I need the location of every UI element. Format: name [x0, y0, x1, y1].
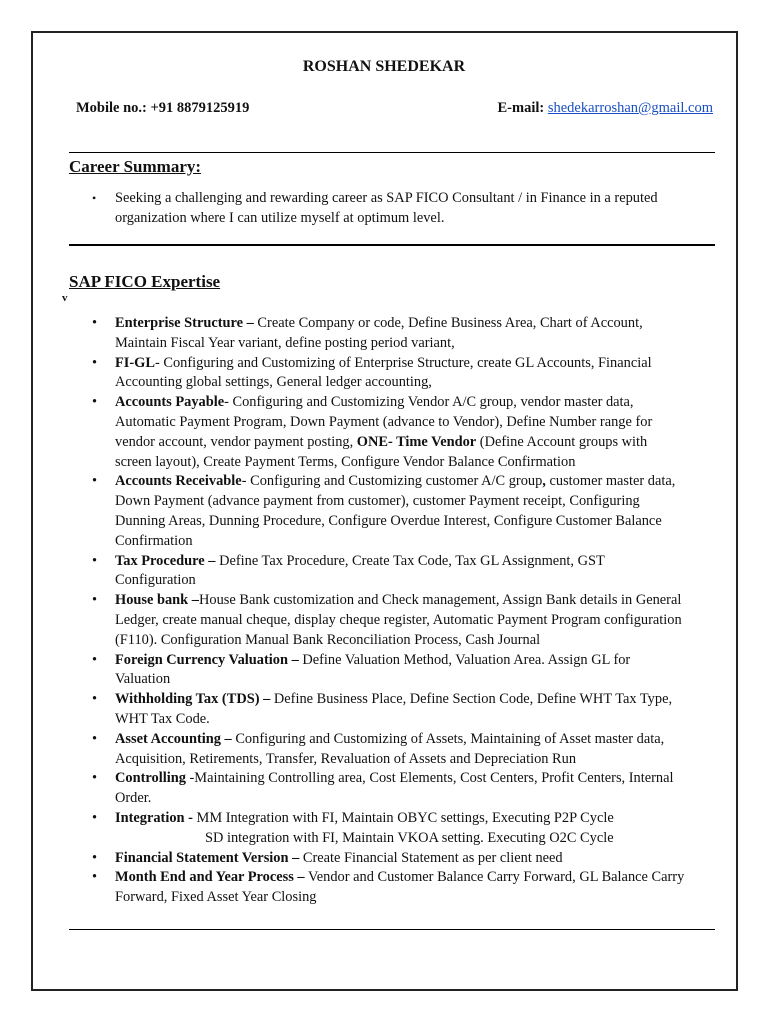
item-key: Accounts Payable	[115, 394, 225, 411]
bullet: •	[92, 651, 98, 668]
item-text: Acquisition, Retirements, Transfer, Revaluation of Assets and Depreciation Run	[115, 750, 577, 767]
email-label: E-mail:	[497, 100, 545, 116]
item-key: Controlling	[115, 770, 186, 787]
summary-line: organization where I can utilize myself at optimum level.	[115, 210, 445, 226]
list-item	[92, 809, 722, 849]
candidate-name: ROSHAN SHEDEKAR	[302, 58, 466, 75]
item-text: Down Payment (advance payment from customer), customer Payment receipt, Configuring	[115, 493, 640, 510]
list-item	[92, 472, 722, 551]
list-item	[92, 651, 722, 691]
item-text: WHT Tax Code.	[115, 710, 210, 727]
item-key: Asset Accounting –	[115, 730, 232, 747]
item-key: Foreign Currency Valuation –	[115, 651, 299, 668]
list-item	[92, 393, 722, 472]
divider-bottom	[69, 929, 715, 930]
list-item	[92, 769, 722, 809]
career-summary-heading: Career Summary:	[69, 157, 202, 176]
list-item	[92, 690, 722, 730]
divider-mid	[69, 244, 715, 246]
item-text: Ledger, create manual cheque, display cheque register, Automatic Payment Program configuration	[115, 611, 682, 628]
item-text: Vendor and Customer Balance Carry Forward, GL Balance Carry	[304, 869, 685, 886]
item-text: Confirmation	[115, 532, 193, 549]
item-text: (Define Account groups with	[476, 433, 648, 450]
bullet: •	[92, 592, 98, 609]
mobile-number: Mobile no.: +91 8879125919	[76, 100, 250, 116]
item-text: SD integration with FI, Maintain VKOA setting. Executing O2C Cycle	[205, 829, 614, 846]
item-text: customer master data,	[545, 473, 676, 490]
item-key: House bank –	[115, 592, 199, 609]
item-text: - Configuring and Customizing of Enterprise Structure, create GL Accounts, Financial	[154, 354, 652, 371]
item-key: Tax Procedure –	[115, 552, 216, 569]
list-item	[92, 868, 722, 908]
item-text: Create Company or code, Define Business Area, Chart of Account,	[253, 315, 643, 331]
expertise-list	[92, 314, 722, 908]
item-text: (F110). Configuration Manual Bank Reconciliation Process, Cash Journal	[115, 631, 541, 648]
item-text: Configuration	[115, 572, 196, 589]
item-text: House Bank customization and Check management, Assign Bank details in General	[198, 592, 682, 609]
item-comma: ,	[542, 473, 546, 490]
bullet: •	[92, 849, 98, 866]
item-text: Dunning Areas, Dunning Procedure, Configure Overdue Interest, Configure Customer Balance	[115, 512, 662, 529]
bullet: •	[92, 809, 98, 826]
item-text: Define Business Place, Define Section Code, Define WHT Tax Type,	[270, 691, 673, 708]
list-item	[92, 354, 722, 394]
expertise-heading: SAP FICO Expertise	[69, 272, 221, 291]
item-text: - Configuring and Customizing Vendor A/C group, vendor master data,	[224, 394, 634, 411]
item-text: Maintain Fiscal Year variant, define posting period variant,	[115, 334, 455, 351]
career-summary-list	[92, 188, 720, 228]
item-text: Define Valuation Method, Valuation Area. Assign GL for	[298, 651, 631, 668]
item-text: - Configuring and Customizing customer A/C group	[241, 473, 543, 490]
list-item	[92, 552, 722, 592]
item-text: Order.	[115, 790, 152, 807]
bullet: •	[92, 473, 98, 490]
bullet: •	[92, 869, 98, 886]
bullet: •	[92, 770, 98, 787]
stray-mark: v	[62, 292, 68, 304]
bullet: •	[92, 394, 98, 411]
item-key-inline: ONE- Time Vendor	[356, 433, 477, 450]
item-text: vendor account, vendor payment posting,	[115, 433, 357, 450]
item-text: Define Tax Procedure, Create Tax Code, Tax GL Assignment, GST	[215, 552, 605, 569]
item-text: Automatic Payment Program, Down Payment (advance to Vendor), Define Number range for	[115, 413, 653, 430]
summary-line: Seeking a challenging and rewarding career as SAP FICO Consultant / in Finance in a reputed	[115, 190, 658, 206]
item-text: Configuring and Customizing of Assets, Maintaining of Asset master data,	[231, 730, 665, 747]
item-key: Enterprise Structure –	[115, 315, 254, 331]
item-text: screen layout), Create Payment Terms, Configure Vendor Balance Confirmation	[115, 453, 576, 470]
item-text: Create Financial Statement as per client need	[299, 849, 563, 866]
bullet: •	[92, 354, 98, 371]
list-item	[92, 730, 722, 770]
divider-top	[69, 152, 715, 153]
list-item	[92, 591, 722, 650]
item-key: Month End and Year Process –	[115, 869, 305, 886]
bullet: •	[92, 730, 98, 747]
item-text: Valuation	[115, 671, 171, 688]
bullet: •	[92, 552, 98, 569]
bullet: •	[92, 191, 97, 205]
item-key: Financial Statement Version –	[115, 849, 300, 866]
email-link[interactable]: shedekarroshan@gmail.com	[547, 100, 713, 116]
item-text: Accounting global settings, General ledger accounting,	[115, 374, 432, 391]
item-text: MM Integration with FI, Maintain OBYC settings, Executing P2P Cycle	[192, 809, 614, 826]
item-text: -Maintaining Controlling area, Cost Elements, Cost Centers, Profit Centers, Internal	[185, 770, 674, 787]
list-item	[92, 314, 722, 354]
list-item	[92, 188, 720, 228]
item-key: Accounts Receivable	[115, 473, 242, 490]
item-text: Forward, Fixed Asset Year Closing	[115, 889, 317, 906]
item-key: Withholding Tax (TDS) –	[115, 691, 271, 708]
item-key: FI-GL	[115, 354, 155, 371]
bullet: •	[92, 315, 98, 331]
bullet: •	[92, 691, 98, 708]
email-line	[498, 100, 714, 117]
item-key: Integration -	[115, 809, 193, 826]
list-item	[92, 849, 722, 869]
